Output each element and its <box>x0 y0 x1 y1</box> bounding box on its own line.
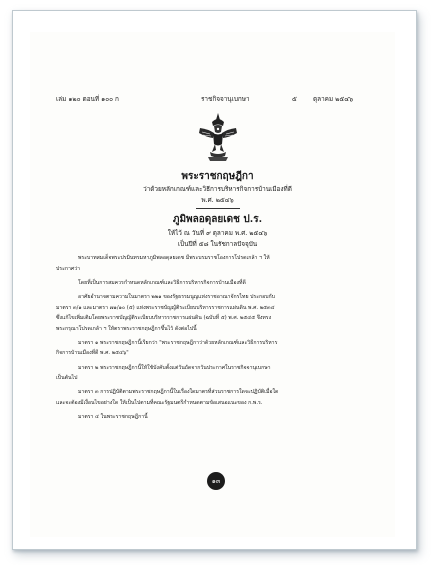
decree-subject: ว่าด้วยหลักเกณฑ์และวิธีการบริหารกิจการบ้านเมืองที่ดี <box>143 185 292 193</box>
page-number-header: ๕ <box>292 95 297 103</box>
page-number-badge: ๑๓ <box>207 472 225 490</box>
issue-number: เล่ม ๑๒๐ ตอนที่ ๑๐๐ ก <box>56 95 119 103</box>
body-line: มาตรา ๓/๑ และมาตรา ๗๑/๑๐ (๕) แห่งพระราชบัญญัติระเบียบบริหารราชการแผ่นดิน พ.ศ. ๒๕๓๔ <box>56 304 275 311</box>
body-line: ซึ่งแก้ไขเพิ่มเติมโดยพระราชบัญญัติระเบียบบริหารราชการแผ่นดิน (ฉบับที่ ๕) พ.ศ. ๒๕๔๕ จึงทรง <box>56 315 272 322</box>
decree-body <box>56 253 381 423</box>
body-line: มาตรา ๒ พระราชกฤษฎีกานี้ให้ใช้บังคับตั้งแต่วันถัดจากวันประกาศในราชกิจจานุเบกษา <box>78 364 271 371</box>
gazette-header <box>56 93 379 105</box>
divider <box>196 208 240 209</box>
royal-signature-name: ภูมิพลอดุลยเดช ป.ร. <box>172 214 263 225</box>
body-line: มาตรา ๔ ในพระราชกฤษฎีกานี้ <box>78 414 148 421</box>
decree-year: พ.ศ. ๒๕๔๖ <box>201 196 234 204</box>
garuda-emblem-icon <box>198 112 238 162</box>
body-line: มาตรา ๓ การปฏิบัติตามพระราชกฤษฎีกานี้ในเรื่องใดมาตรที่ส่วนราชการใดจะปฏิบัติเมื่อใด <box>78 389 279 396</box>
decree-title: พระราชกฤษฎีกา <box>181 171 254 182</box>
body-line: อาศัยอำนาจตามความในมาตรา ๒๒๑ ของรัฐธรรมนูญแห่งราชอาณาจักรไทย ประกอบกับ <box>78 294 275 301</box>
body-line: และจะต้องมีเงื่อนไขอย่างใด ให้เป็นไปตามที่คณะรัฐมนตรีกำหนดตามข้อเสนอแนะของ ก.พ.ร. <box>56 399 263 406</box>
body-line: พระบาทสมเด็จพระปรมินทรมหาภูมิพลอดุลยเดช มีพระบรมราชโองการโปรดเกล้า ฯ ให้ <box>78 255 270 261</box>
body-line: โดยที่เป็นการสมควรกำหนดหลักเกณฑ์และวิธีการบริหารกิจการบ้านเมืองที่ดี <box>78 279 246 286</box>
body-line: กิจการบ้านเมืองที่ดี พ.ศ. ๒๕๔๖" <box>56 350 129 357</box>
gazette-name: ราชกิจจานุเบกษา <box>201 95 250 103</box>
reign-year: เป็นปีที่ ๕๘ ในรัชกาลปัจจุบัน <box>177 240 258 248</box>
body-line: พระกรุณาโปรดเกล้า ฯ ให้ตราพระราชกฤษฎีกาขึ้นไว้ ดังต่อไปนี้ <box>56 325 197 332</box>
issue-date: ตุลาคม ๒๕๔๖ <box>313 95 354 103</box>
body-line: เป็นต้นไป <box>56 375 78 382</box>
body-line: ประกาศว่า <box>56 265 81 272</box>
body-line: มาตรา ๑ พระราชกฤษฎีกานี้เรียกว่า "พระราชกฤษฎีกาว่าด้วยหลักเกณฑ์และวิธีการบริหาร <box>78 339 278 346</box>
given-date: ให้ไว้ ณ วันที่ ๙ ตุลาคม พ.ศ. ๒๕๔๖ <box>167 229 268 237</box>
